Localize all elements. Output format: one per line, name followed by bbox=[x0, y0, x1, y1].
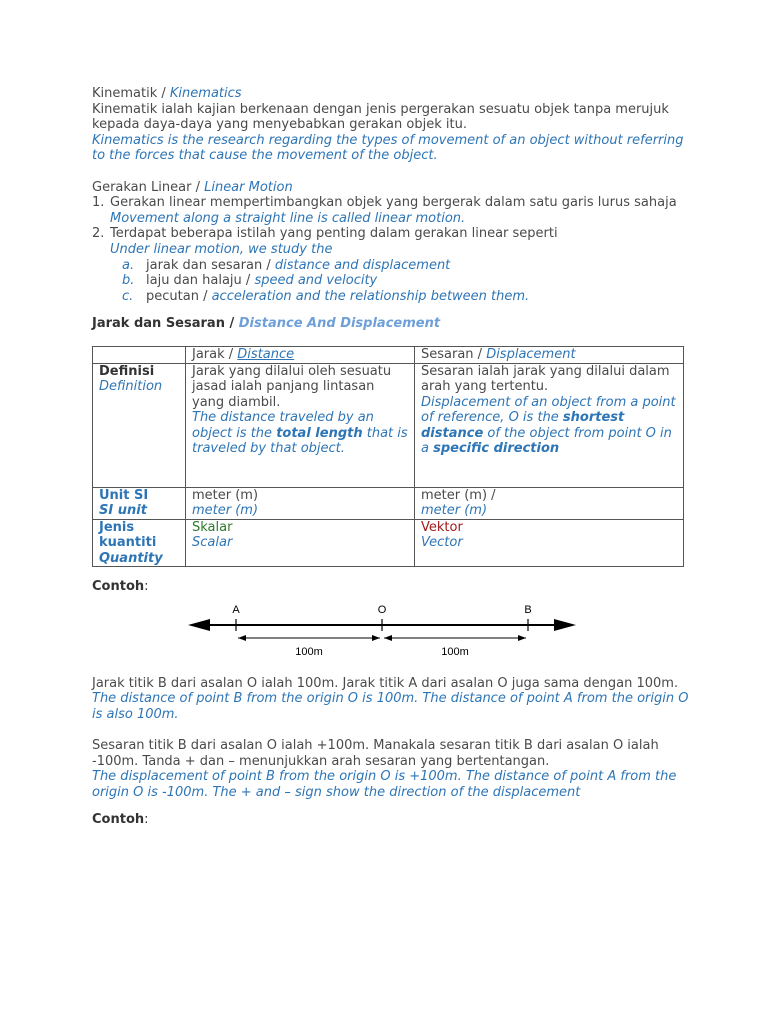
list-item: 1. Gerakan linear mempertimbangkan objek yang bergerak dalam satu garis lurus sahaja bbox=[92, 195, 677, 211]
table-row: Jarak / Distance Sesaran / Displacement bbox=[93, 346, 684, 363]
table-row: Unit SI SI unit meter (m) meter (m) meter (m) / meter (m) bbox=[93, 487, 684, 519]
table-row: Jenis kuantiti Quantity Skalar Scalar Vektor Vector bbox=[93, 519, 684, 567]
example-label: Contoh: bbox=[92, 579, 149, 595]
segment-label-ao: 100m bbox=[295, 646, 323, 659]
table-row: Definisi Definition Jarak yang dilalui oleh sesuatu jasad ialah panjang lintasan yang diambil. The distance traveled by an object is the total length that is traveled by that object. Sesaran ialah jarak yang dilalui dalam arah yang tertentu. Displacement of an object from a point of reference, O is the shortest distance of the object from point O in a specific direction bbox=[93, 363, 684, 487]
comparison-table bbox=[92, 346, 684, 568]
sub-list-item: a. jarak dan sesaran / distance and displacement bbox=[122, 257, 451, 273]
list-item-translation: Movement along a straight line is called linear motion. bbox=[110, 210, 466, 226]
section-title: Jarak dan Sesaran / Distance And Displacement bbox=[92, 316, 441, 332]
kinematics-heading: Kinematik / Kinematics bbox=[92, 86, 242, 101]
kinematics-definition-en: Kinematics is the research regarding the types of movement of an object without referring to the forces that cause the movement of the object. bbox=[92, 132, 684, 164]
linear-motion-heading: Gerakan Linear / Linear Motion bbox=[92, 179, 293, 195]
example-label: Contoh: bbox=[92, 812, 149, 828]
displacement-explanation-ms: Sesaran titik B dari asalan O ialah +100m. Manakala sesaran titik B dari asalan O ialah -100m. Tanda + dan – menunjukkan arah sesaran yang bertentangan. bbox=[92, 738, 659, 769]
distance-explanation-ms: Jarak titik B dari asalan O ialah 100m. Jarak titik A dari asalan O juga sama dengan 100m. bbox=[92, 675, 679, 691]
point-label-a: A bbox=[232, 604, 240, 617]
point-label-o: O bbox=[377, 604, 387, 617]
point-label-b: B bbox=[524, 604, 532, 617]
number-line-diagram bbox=[188, 603, 588, 659]
list-item: 2. Terdapat beberapa istilah yang penting dalam gerakan linear seperti bbox=[92, 226, 558, 242]
displacement-explanation-en: The displacement of point B from the origin O is +100m. The distance of point A from the origin O is -100m. The + and – sign show the direction of the displacement bbox=[92, 769, 677, 800]
list-item-translation: Under linear motion, we study the bbox=[110, 241, 333, 257]
document-page bbox=[92, 86, 692, 828]
segment-label-ob: 100m bbox=[441, 646, 469, 659]
sub-list-item: c. pecutan / acceleration and the relationship between them. bbox=[122, 288, 530, 304]
kinematics-definition-ms: Kinematik ialah kajian berkenaan dengan jenis pergerakan sesuatu objek tanpa merujuk kepada daya-daya yang menyebabkan gerakan objek itu. bbox=[92, 101, 669, 133]
sub-list-item: b. laju dan halaju / speed and velocity bbox=[122, 273, 378, 289]
distance-explanation-en: The distance of point B from the origin O is 100m. The distance of point A from the origin O is also 100m. bbox=[92, 691, 689, 722]
